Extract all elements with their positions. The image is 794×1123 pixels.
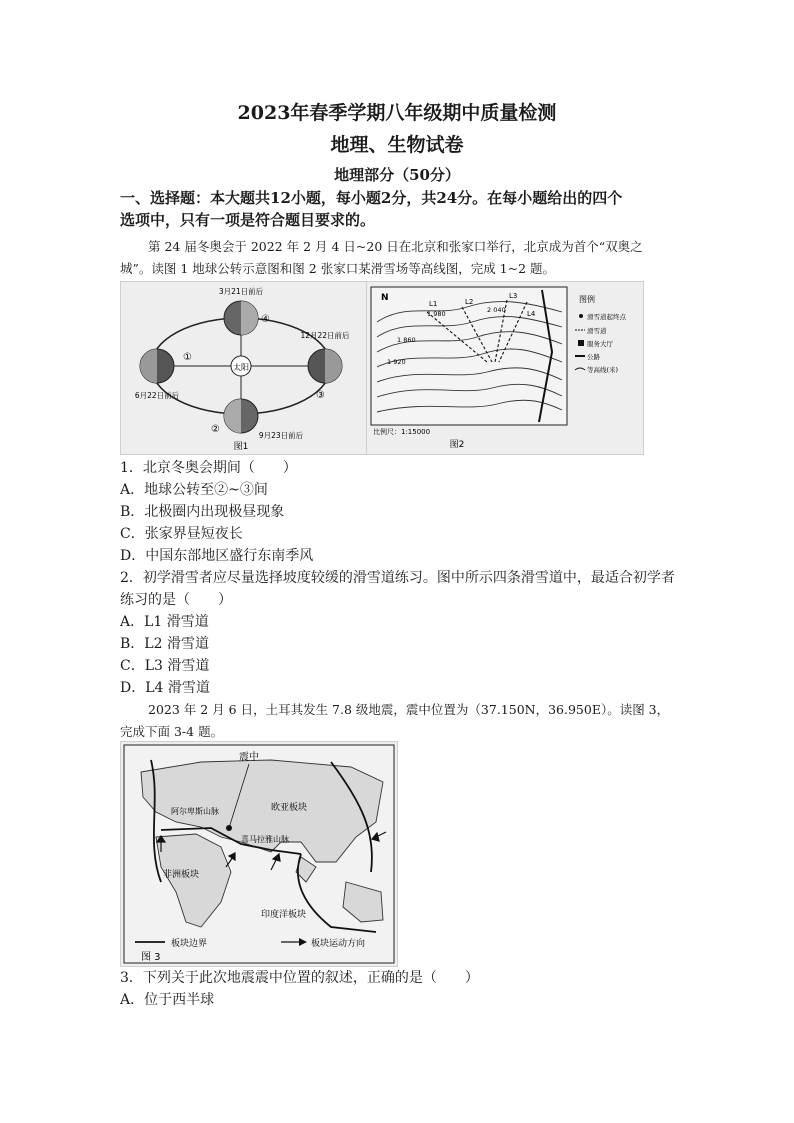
q1-option-b[interactable]: B．北极圈内出现极昼现象	[120, 504, 285, 520]
legend-boundary: 板块边界	[171, 939, 208, 949]
run-l4: L4	[527, 310, 536, 318]
q3-option-a[interactable]: A．位于西半球	[120, 992, 215, 1008]
run-l2: L2	[465, 298, 474, 306]
map-frame	[371, 287, 567, 425]
legend-start-icon	[579, 314, 583, 318]
num-1: ①	[183, 352, 192, 363]
eurasia-label: 欧亚板块	[271, 803, 308, 813]
contour-label-3: 1 980	[427, 310, 446, 318]
passage2-line2: 完成下面 3-4 题。	[120, 724, 224, 739]
section-heading-line2: 选项中，只有一项是符合题目要求的。	[120, 211, 376, 229]
run-l3: L3	[509, 292, 518, 300]
q1-option-c[interactable]: C．张家界昼短夜长	[120, 526, 243, 542]
q3-stem: 3．下列关于此次地震震中位置的叙述，正确的是（ ）	[120, 970, 479, 986]
label-mar: 3月21日前后	[218, 287, 264, 296]
legend-item-0: 滑雪道起终点	[587, 313, 626, 321]
label-sep: 9月23日前后	[258, 431, 304, 440]
indian-label: 印度洋板块	[261, 910, 307, 920]
figure1-caption: 图1	[233, 442, 249, 452]
figure2-caption: 图2	[449, 440, 465, 450]
part-heading: 地理部分（50分）	[334, 166, 460, 184]
q1-stem: 1．北京冬奥会期间（ ）	[120, 460, 297, 476]
figure2-contour-map	[366, 281, 644, 455]
q2-option-d[interactable]: D．L4 滑雪道	[120, 680, 210, 696]
q2-option-b[interactable]: B．L2 滑雪道	[120, 636, 209, 652]
label-jun: 6月22日前后	[134, 391, 180, 400]
figure3-caption: 图 3	[141, 952, 161, 963]
run-l1: L1	[429, 300, 438, 308]
q2-option-a[interactable]: A．L1 滑雪道	[120, 614, 209, 630]
earth-mar-day	[241, 301, 258, 335]
passage1-line2: 城”。读图 1 地球公转示意图和图 2 张家口某滑雪场等高线图，完成 1~2 题。	[120, 261, 556, 276]
legend-motion: 板块运动方向	[311, 939, 366, 949]
label-dec: 12月22日前后	[300, 331, 350, 340]
exam-title: 2023年春季学期八年级期中质量检测	[237, 102, 557, 124]
epicenter-label: 震中	[239, 752, 259, 763]
alps-label: 阿尔卑斯山脉	[171, 807, 219, 816]
q1-option-a[interactable]: A．地球公转至②~③间	[120, 482, 268, 498]
figure1-earth-revolution	[120, 281, 367, 455]
legend-item-2: 服务大厅	[587, 340, 613, 348]
earth-jun-day	[140, 349, 157, 383]
contour-label-4: 2 040	[487, 306, 506, 314]
contour-label-2: 1 920	[387, 358, 406, 366]
num-2: ②	[211, 424, 220, 435]
num-4: ④	[261, 314, 270, 325]
legend-item-4: 等高线(米)	[587, 366, 619, 374]
scale-label: 比例尺：1:15000	[373, 428, 431, 436]
num-3: ③	[316, 390, 325, 401]
q2-option-c[interactable]: C．L3 滑雪道	[120, 658, 210, 674]
earth-sep-day	[224, 399, 241, 433]
figure3-plate-map	[120, 741, 398, 967]
earth-dec-day	[325, 349, 342, 383]
legend-title: 图例	[579, 295, 595, 304]
legend-contour-icon	[575, 368, 585, 370]
q2-stem-line2: 练习的是（ ）	[120, 592, 232, 608]
exam-subtitle: 地理、生物试卷	[330, 134, 464, 156]
passage1-line1: 第 24 届冬奥会于 2022 年 2 月 4 日~20 日在北京和张家口举行，北京成为首个“双奥之	[148, 239, 643, 254]
africa-label: 非洲板块	[163, 870, 200, 880]
legend-item-1: 滑雪道	[587, 327, 607, 335]
passage2-line1: 2023 年 2 月 6 日，土耳其发生 7.8 级地震，震中位置为（37.150N，36.950E）。读图 3，	[148, 702, 670, 717]
north-arrow: N	[381, 293, 389, 303]
q2-stem-line1: 2．初学滑雪者应尽量选择坡度较缓的滑雪道练习。图中所示四条滑雪道中，最适合初学者	[120, 570, 675, 586]
sun-label: 太阳	[233, 363, 249, 372]
section-heading-line1: 一、选择题：本大题共12小题，每小题2分，共24分。在每小题给出的四个	[120, 189, 623, 207]
q1-option-d[interactable]: D．中国东部地区盛行东南季风	[120, 548, 314, 564]
himalaya-label: 喜马拉雅山脉	[241, 835, 289, 844]
legend-item-3: 公路	[587, 353, 600, 361]
contour-label-1: 1 860	[397, 336, 416, 344]
legend-hall-icon	[578, 340, 584, 346]
